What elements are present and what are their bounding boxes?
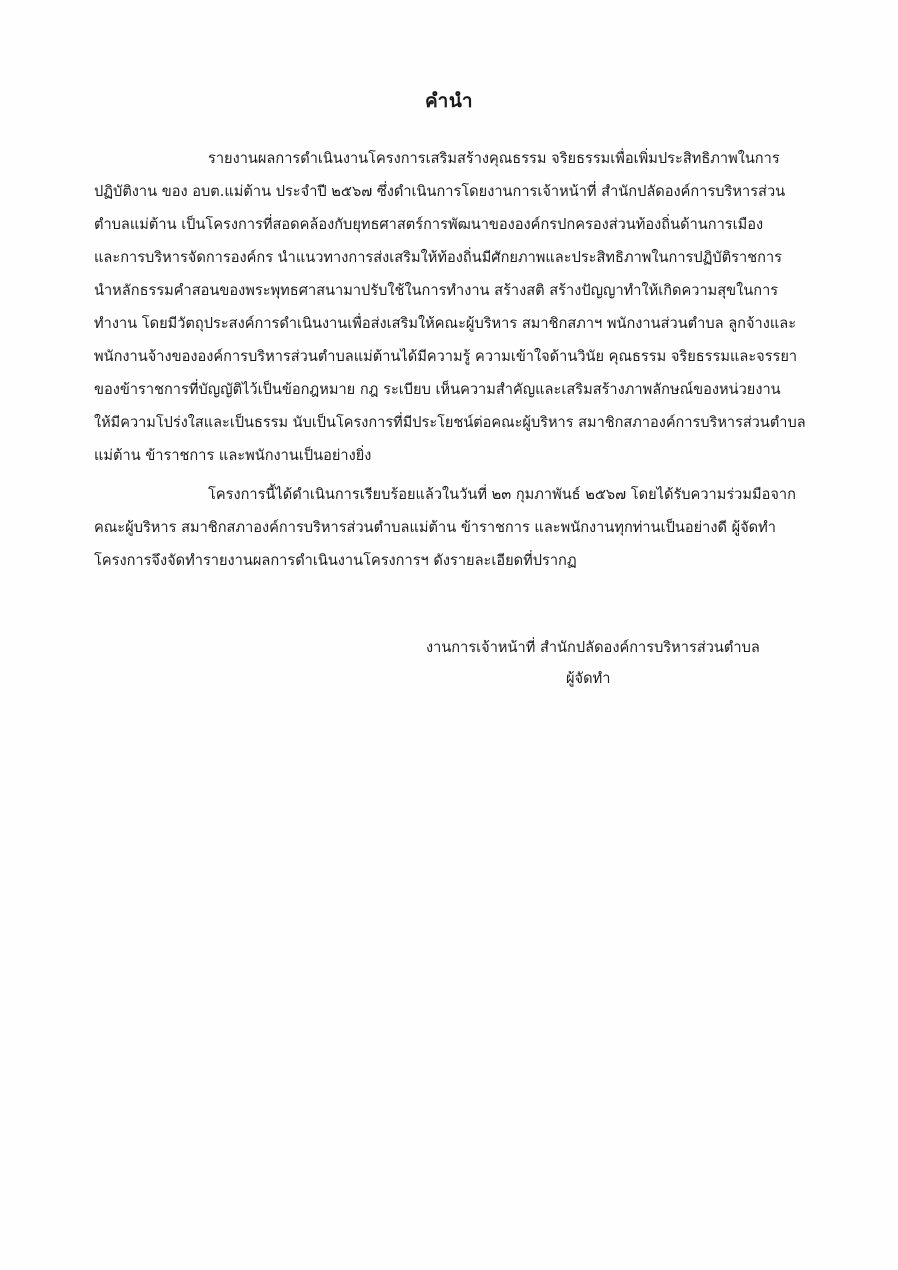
signature-role: ผู้จัดทำ [566,670,611,687]
paragraph-1-line-7: พนักงานจ้างขององค์การบริหารส่วนตำบลแม่ต้านได้มีความรู้ ความเข้าใจด้านวินัย คุณธรรม จริยธรรมและจรรยา [94,348,798,365]
paragraph-1-line-2: ปฏิบัติงาน ของ อบต.แม่ต้าน ประจำปี ๒๕๖๗ ซึ่งดำเนินการโดยงานการเจ้าหน้าที่ สำนักปลัดองค์การบริหารส่วน [94,183,786,200]
paragraph-1-line-6: ทำงาน โดยมีวัตถุประสงค์การดำเนินงานเพื่อส่งเสริมให้คณะผู้บริหาร สมาชิกสภาฯ พนักงานส่วนตำบล ลูกจ้างและ [94,315,797,332]
paragraph-1-line-4: และการบริหารจัดการองค์กร นำแนวทางการส่งเสริมให้ท้องถิ่นมีศักยภาพและประสิทธิภาพในการปฏิบัติราชการ [94,249,782,266]
paragraph-1-line-5: นำหลักธรรมคำสอนของพระพุทธศาสนามาปรับใช้ในการทำงาน สร้างสติ สร้างปัญญาทำให้เกิดความสุขในการ [94,282,779,299]
paragraph-1-line-9: ให้มีความโปร่งใสและเป็นธรรม นับเป็นโครงการที่มีประโยชน์ต่อคณะผู้บริหาร สมาชิกสภาองค์การบริหารส่วนตำบล [94,414,806,431]
paragraph-1-line-3: ตำบลแม่ต้าน เป็นโครงการที่สอดคล้องกับยุทธศาสตร์การพัฒนาขององค์กรปกครองส่วนท้องถิ่นด้านการเมือง [94,216,764,233]
paragraph-2-line-3: โครงการจึงจัดทำรายงานผลการดำเนินงานโครงการฯ ดังรายละเอียดที่ปรากฏ [94,552,577,569]
paragraph-2-line-1: โครงการนี้ได้ดำเนินการเรียบร้อยแล้วในวันที่ ๒๓ กุมภาพันธ์ ๒๕๖๗ โดยได้รับความร่วมมือจาก [208,486,796,503]
document-title: คำนำ [424,90,474,112]
signature-office: งานการเจ้าหน้าที่ สำนักปลัดองค์การบริหารส่วนตำบล [426,639,760,656]
paragraph-2-line-2: คณะผู้บริหาร สมาชิกสภาองค์การบริหารส่วนตำบลแม่ต้าน ข้าราชการ และพนักงานทุกท่านเป็นอย่างดี ผู้จัดทำ [94,519,776,536]
paragraph-1-line-8: ของข้าราชการที่บัญญัติไว้เป็นข้อกฎหมาย กฎ ระเบียบ เห็นความสำคัญและเสริมสร้างภาพลักษณ์ของหน่วยงาน [94,381,781,398]
paragraph-1-line-10: แม่ต้าน ข้าราชการ และพนักงานเป็นอย่างยิ่ง [94,447,372,464]
paragraph-1-line-1: รายงานผลการดำเนินงานโครงการเสริมสร้างคุณธรรม จริยธรรมเพื่อเพิ่มประสิทธิภาพในการ [208,150,780,167]
